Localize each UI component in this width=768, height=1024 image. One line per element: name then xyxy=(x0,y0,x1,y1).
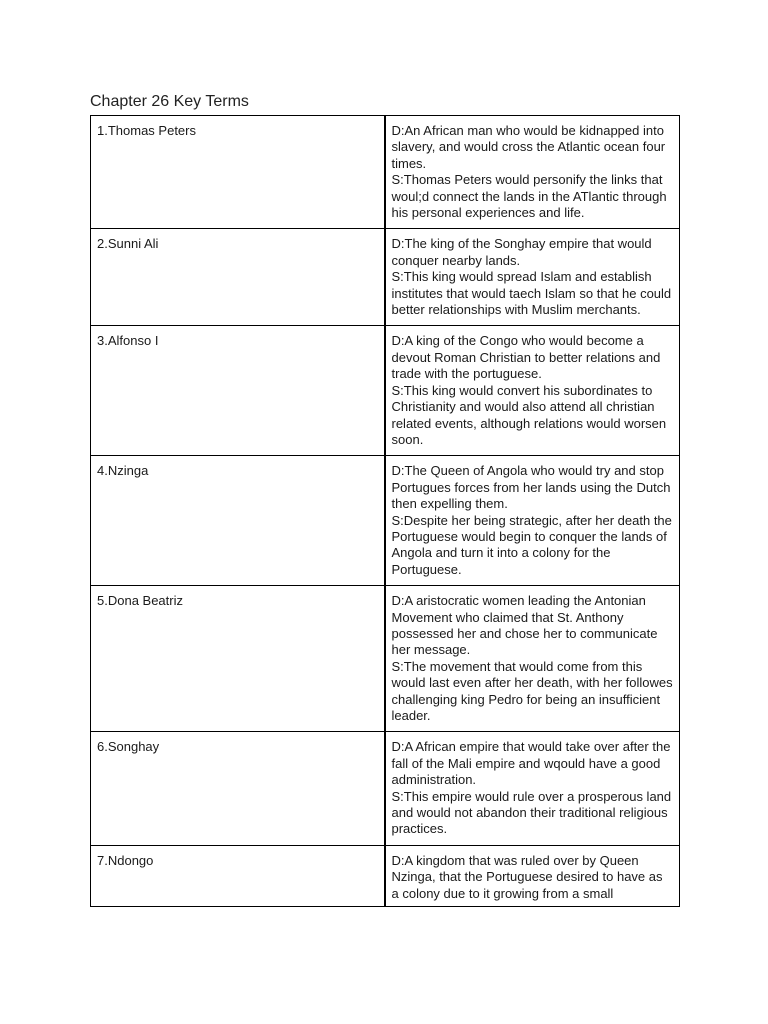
term-cell: 2.Sunni Ali xyxy=(91,229,385,326)
definition-cell xyxy=(385,116,680,229)
table-row xyxy=(91,845,680,906)
page-title: Chapter 26 Key Terms xyxy=(90,93,249,110)
table-row xyxy=(91,326,680,456)
table-row xyxy=(91,732,680,845)
definition-cell xyxy=(385,845,680,906)
definition-text: D:The king of the Songhay empire that would conquer nearby lands. xyxy=(391,236,652,268)
definition-text: D:The Queen of Angola who would try and stop Portugues forces from her lands using the Dutch then expelling them. xyxy=(391,463,671,512)
significance-text: S:This king would spread Islam and establish institutes that would taech Islam so that he could better relationships with Muslim merchants. xyxy=(391,269,672,318)
significance-text: S:Thomas Peters would personify the links that woul;d connect the lands in the ATlantic through his personal experiences and life. xyxy=(391,172,667,221)
definition-text: D:A aristocratic women leading the Antonian Movement who claimed that St. Anthony possessed her and chose her to communicate her message. xyxy=(391,593,658,658)
table-row xyxy=(91,586,680,732)
significance-text: S:Despite her being strategic, after her death the Portuguese would begin to conquer the lands of Angola and turn it into a colony for the Portuguese. xyxy=(391,512,672,577)
table-row xyxy=(91,229,680,326)
table-row xyxy=(91,116,680,229)
definition-cell xyxy=(385,326,680,456)
key-terms-table xyxy=(90,115,680,907)
term-cell: 4.Nzinga xyxy=(91,456,385,586)
definition-cell xyxy=(385,586,680,732)
definition-text: D:A African empire that would take over after the fall of the Mali empire and wqould have a good administration. xyxy=(391,739,671,788)
definition-text: D:A king of the Congo who would become a devout Roman Christian to better relations and trade with the portuguese. xyxy=(391,333,661,382)
significance-text: S:This empire would rule over a prosperous land and would not abandon their traditional religious practices. xyxy=(391,788,672,837)
table-row xyxy=(91,456,680,586)
term-cell: 1.Thomas Peters xyxy=(91,116,385,229)
definition-cell xyxy=(385,456,680,586)
definition-cell xyxy=(385,732,680,845)
definition-cell xyxy=(385,229,680,326)
definition-text: D:An African man who would be kidnapped into slavery, and would cross the Atlantic ocean four times. xyxy=(391,123,666,171)
term-cell: 7.Ndongo xyxy=(91,845,385,906)
term-cell: 3.Alfonso I xyxy=(91,326,385,456)
significance-text: S:The movement that would come from this would last even after her death, with her followes challenging king Pedro for being an insufficient leader. xyxy=(391,658,673,723)
significance-text: S:This king would convert his subordinates to Christianity and would also attend all christian related events, although relations would worsen soon. xyxy=(391,382,667,447)
definition-text: D:A kingdom that was ruled over by Queen Nzinga, that the Portuguese desired to have as a colony due to it growing from a small xyxy=(391,852,663,901)
term-cell: 5.Dona Beatriz xyxy=(91,586,385,732)
term-cell: 6.Songhay xyxy=(91,732,385,845)
